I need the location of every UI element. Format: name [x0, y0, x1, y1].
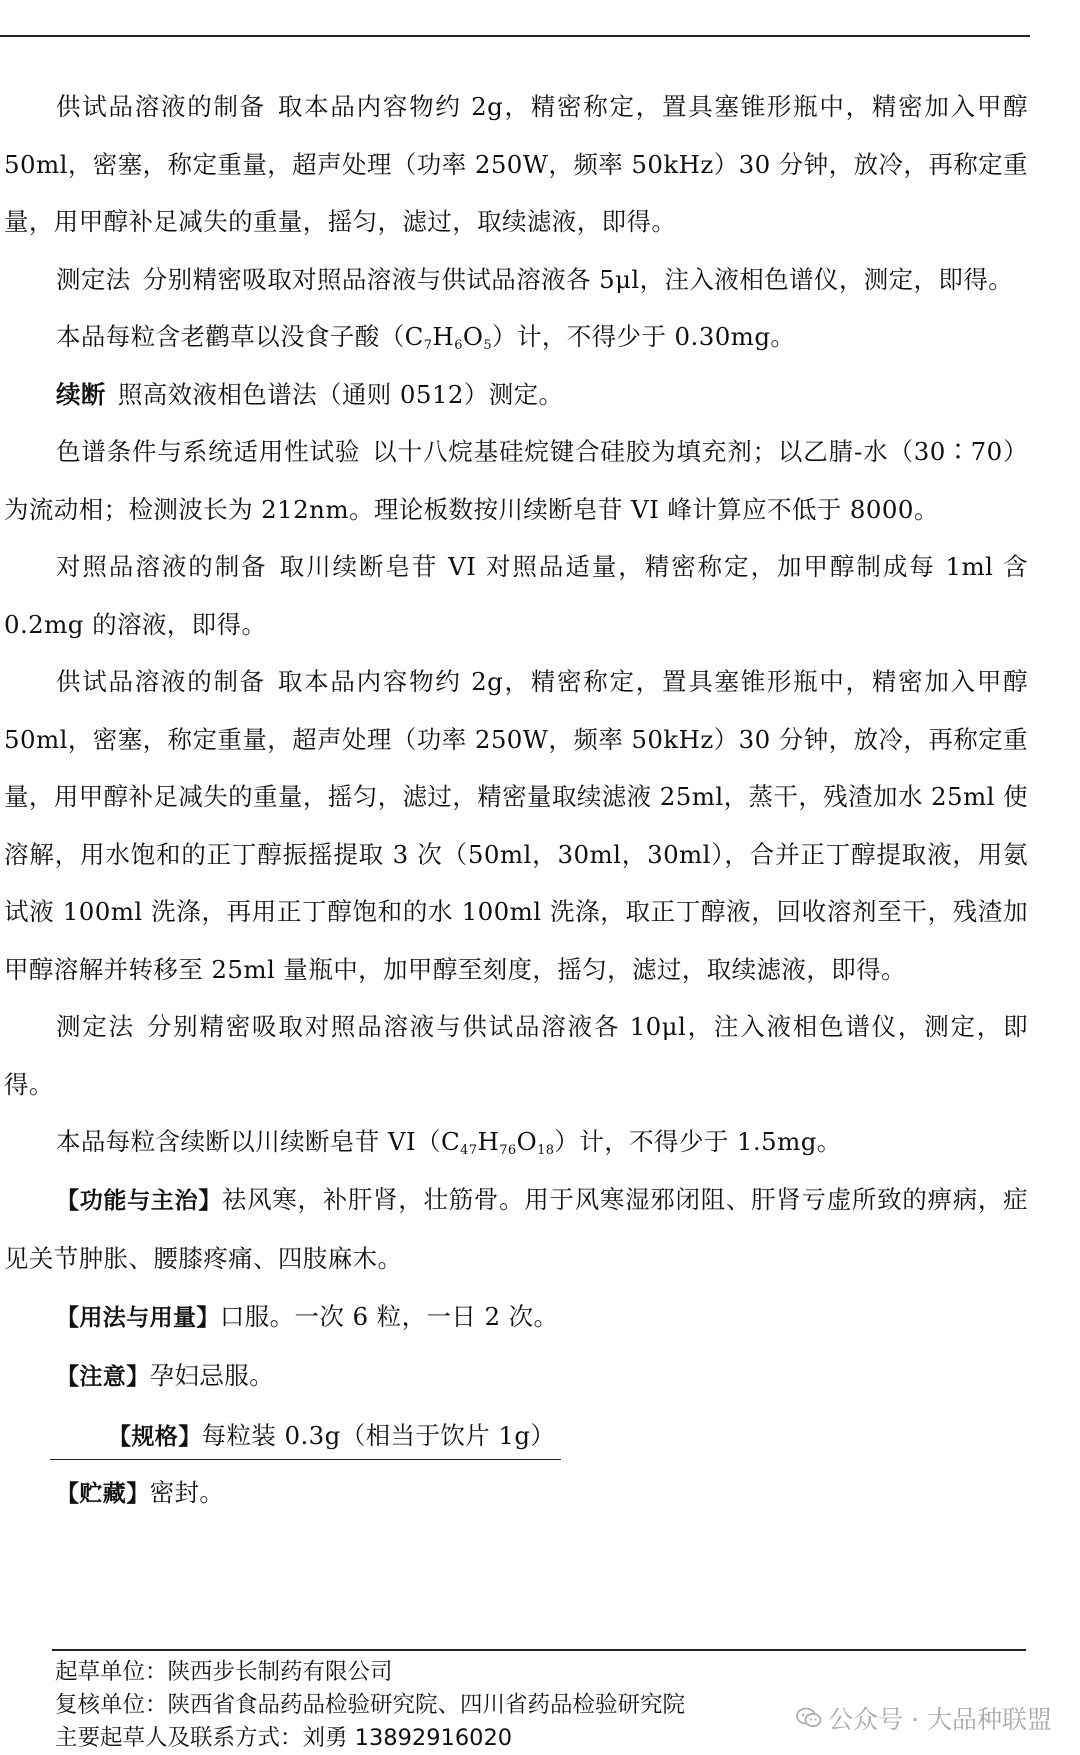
paragraph-text: 分别精密吸取对照品溶液与供试品溶液各 10μl，注入液相色谱仪，测定，即得。	[4, 1012, 1028, 1099]
paragraph-reference-prep	[4, 538, 1028, 653]
paragraph-text: 照高效液相色谱法（通则 0512）测定。	[117, 379, 564, 409]
paragraph-sample-prep-1	[4, 78, 1028, 251]
footer-rule	[52, 1649, 1026, 1651]
paragraph-lead: 测定法	[56, 264, 131, 294]
paragraph-lead: 供试品溶液的制备	[56, 667, 266, 696]
section-title-caution: 【注意】	[56, 1364, 150, 1390]
formula-sub: 5	[483, 338, 493, 353]
paragraph-caution	[4, 1347, 1028, 1407]
section-heading-xuduan: 续断	[56, 379, 106, 409]
section-title-functions: 【功能与主治】	[56, 1187, 222, 1214]
formula-mid: H	[477, 1127, 500, 1156]
paragraph-text: 口服。一次 6 粒，一日 2 次。	[219, 1301, 559, 1331]
paragraph-text: 取川续断皂苷 VI 对照品适量，精密称定，加甲醇制成每 1ml 含 0.2mg 的溶液，即得。	[4, 552, 1028, 639]
formula-sub: 7	[423, 338, 433, 353]
footer-drafting-unit: 起草单位：陕西步长制药有限公司	[55, 1659, 393, 1685]
formula-pre: 本品每粒含老鹳草以没食子酸（C	[56, 322, 424, 351]
paragraph-lead: 色谱条件与系统适用性试验	[56, 437, 361, 466]
section-title-storage: 【贮藏】	[56, 1481, 150, 1507]
formula-mid: H	[432, 322, 455, 351]
watermark	[796, 1700, 1052, 1736]
formula-mid: O	[516, 1127, 538, 1156]
paragraph-content-gallic-acid	[4, 308, 1028, 366]
formula-sub: 47	[460, 1143, 478, 1158]
formula-post: ）计，不得少于 0.30mg。	[492, 322, 796, 351]
paragraph-text: 取本品内容物约 2g，精密称定，置具塞锥形瓶中，精密加入甲醇 50ml，密塞，称定重量，超声处理（功率 250W，频率 50kHz）30 分钟，放冷，再称定重量，用甲醇补足减失的重量，摇匀，滤过，精密量取续滤液 25ml，蒸干，残渣加水 25ml 使溶解，用水饱和的正丁醇振摇提取 3 次（50ml，30ml，30ml），合并正丁醇提取液，用氨试液 100ml 洗涤，再用正丁醇饱和的水 100ml 洗涤，取正丁醇液，回收溶剂至干，残渣加甲醇溶解并转移至 25ml 量瓶中，加甲醇至刻度，摇匀，滤过，取续滤液，即得。	[4, 667, 1028, 984]
paragraph-method-2	[4, 998, 1028, 1113]
paragraph-lead: 测定法	[56, 1012, 135, 1041]
paragraph-content-asperosaponin	[4, 1113, 1028, 1171]
wechat-icon	[796, 1707, 822, 1729]
paragraph-lead: 对照品溶液的制备	[56, 552, 268, 581]
paragraph-text: 祛风寒，补肝肾，壮筋骨。用于风寒湿邪闭阻、肝肾亏虚所致的痹病，症见关节肿胀、腰膝疼痛、四肢麻木。	[4, 1184, 1028, 1273]
formula-sub: 6	[454, 338, 463, 353]
specification-underlined	[50, 1416, 561, 1460]
footer-review-unit: 复核单位：陕西省食品药品检验研究院、四川省药品检验研究院	[55, 1692, 686, 1718]
document-body	[4, 78, 1028, 1524]
paragraph-method-1	[4, 251, 1028, 309]
paragraph-text: 取本品内容物约 2g，精密称定，置具塞锥形瓶中，精密加入甲醇 50ml，密塞，称定重量，超声处理（功率 250W，频率 50kHz）30 分钟，放冷，再称定重量，用甲醇补足减失的重量，摇匀，滤过，取续滤液，即得。	[4, 92, 1028, 236]
paragraph-lead: 供试品溶液的制备	[56, 92, 266, 121]
paragraph-functions	[4, 1171, 1028, 1288]
paragraph-sample-prep-2	[4, 653, 1028, 998]
paragraph-text: 孕妇忌服。	[149, 1361, 275, 1390]
paragraph-text: 以十八烷基硅烷键合硅胶为填充剂；以乙腈-水（30∶70）为流动相；检测波长为 212nm。理论板数按川续断皂苷 VI 峰计算应不低于 8000。	[4, 437, 1028, 524]
formula-sub: 18	[537, 1143, 555, 1158]
paragraph-chromatographic-conditions	[4, 423, 1028, 538]
paragraph-text: 分别精密吸取对照品溶液与供试品溶液各 5μl，注入液相色谱仪，测定，即得。	[142, 264, 1014, 294]
formula-pre: 本品每粒含续断以川续断皂苷 VI（C	[56, 1127, 461, 1156]
watermark-text: 公众号 · 大品种联盟	[828, 1705, 1052, 1734]
footer-contact: 主要起草人及联系方式：刘勇 13892916020	[55, 1725, 513, 1751]
paragraph-xuduan	[4, 366, 1028, 424]
section-title-usage: 【用法与用量】	[56, 1304, 220, 1331]
paragraph-usage	[4, 1288, 1028, 1348]
section-title-specification: 【规格】	[108, 1423, 202, 1450]
formula-post: ）计，不得少于 1.5mg。	[554, 1127, 842, 1156]
top-rule	[0, 35, 1030, 37]
formula-sub: 76	[499, 1143, 517, 1158]
paragraph-text: 每粒装 0.3g（相当于饮片 1g）	[201, 1420, 556, 1450]
paragraph-specification	[4, 1407, 1028, 1465]
paragraph-storage	[4, 1464, 1028, 1524]
paragraph-text: 密封。	[149, 1478, 225, 1507]
formula-mid: O	[462, 322, 484, 351]
